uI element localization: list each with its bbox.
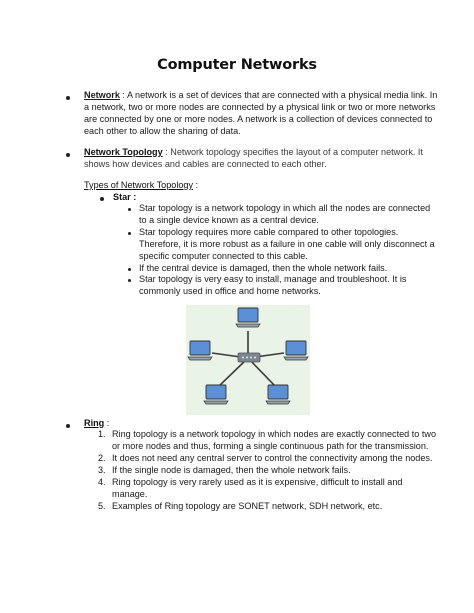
ring-point-4: Ring topology is very rarely used as it is expensive, difficult to install and manage. [112, 477, 403, 499]
central-hub [238, 353, 260, 362]
ring-point-3: If the single node is damaged, then the whole network fails. [112, 465, 351, 475]
ring-point-1: Ring topology is a network topology in which nodes are exactly connected to two or more nodes and thus, forming a single continuous path for the transmission. [112, 429, 437, 451]
bullet-star-4 [128, 279, 131, 282]
ring-term: Ring [84, 418, 105, 428]
topology-term: Network Topology [84, 147, 163, 157]
bullet-star-3 [128, 268, 131, 271]
bullet-network [66, 96, 70, 100]
network-line-3: are connected by one or more nodes. A network is a collection of devices connected to [84, 113, 433, 124]
network-line-4: each other to allow the sharing of data. [84, 125, 241, 136]
ring-point-5: Examples of Ring topology are SONET network, SDH network, etc. [112, 501, 383, 511]
ring-number-2: 2. [98, 453, 106, 463]
ring-point-2: It does not need any central server to control the connectivity among the nodes. [112, 453, 433, 463]
ring-number-3: 3. [98, 465, 106, 475]
bullet-star [100, 197, 104, 201]
star-topology-diagram [186, 305, 310, 415]
star-point-4: Star topology is very easy to install, manage and troubleshoot. It is commonly used in office and home networks. [139, 274, 407, 296]
laptop-bottom-left [204, 385, 228, 404]
star-label: Star : [113, 192, 137, 202]
ring-label: Ring : [84, 418, 110, 428]
types-heading: Types of Network Topology : [84, 180, 199, 190]
network-paragraph [84, 90, 437, 138]
network-line-1: Network : A network is a set of devices that are connected with a physical media link. In [84, 90, 438, 100]
bullet-ring [66, 424, 70, 428]
types-heading-label: Types of Network Topology [84, 180, 194, 190]
network-line-2: a network, two or more nodes are connected by a physical link or two or more networks [84, 101, 436, 112]
topology-line-1: Network Topology : Network topology specifies the layout of a computer network. It [84, 147, 423, 157]
laptop-top [236, 308, 260, 327]
star-point-3: If the central device is damaged, then the whole network fails. [139, 263, 388, 273]
ring-number-4: 4. [98, 477, 106, 487]
topology-line-2: shows how devices and cables are connected to each other. [84, 158, 327, 169]
bullet-topology [66, 153, 70, 157]
bullet-star-2 [128, 232, 131, 235]
network-term: Network [84, 90, 120, 100]
bullet-star-1 [128, 208, 131, 211]
topology-paragraph [84, 147, 423, 171]
laptop-left [188, 341, 212, 360]
star-point-1: Star topology is a network topology in which all the nodes are connected to a single device known as a central device. [139, 203, 431, 225]
laptop-right [284, 341, 308, 360]
page-title: Computer Networks [157, 57, 317, 73]
ring-number-1: 1. [98, 429, 106, 439]
laptop-bottom-right [266, 385, 290, 404]
star-point-2: Star topology requires more cable compared to other topologies. Therefore, it is more robust as a failure in one cable will only disconnect a specific computer connected to this cable. [139, 227, 435, 261]
ring-number-5: 5. [98, 501, 106, 511]
